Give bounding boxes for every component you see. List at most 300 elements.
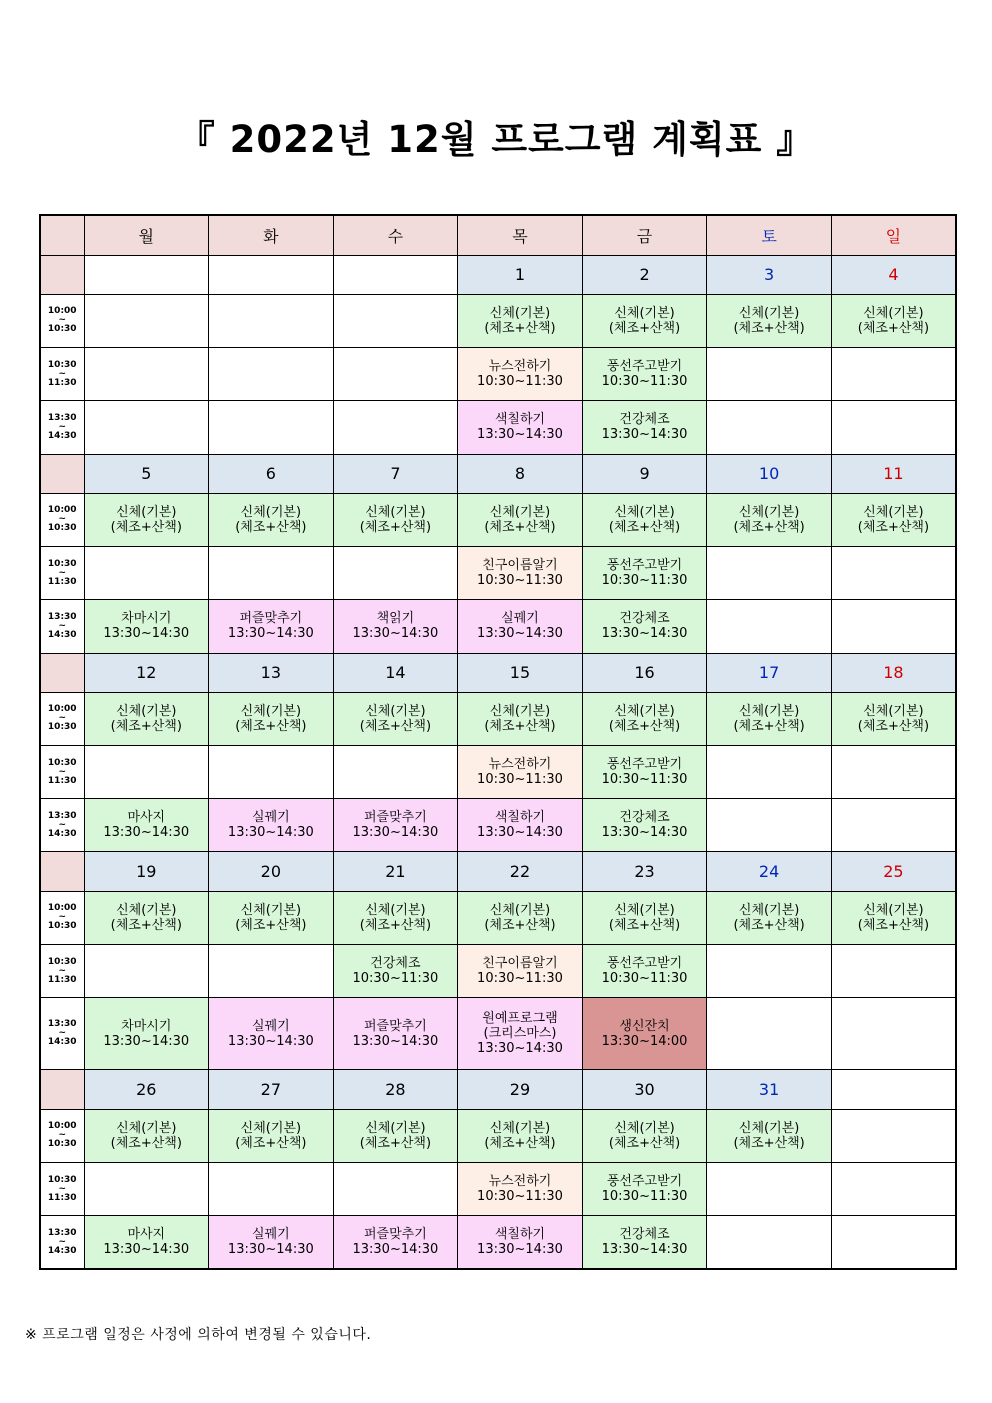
program-text-line: (체조+산책) (235, 519, 307, 535)
week-1-slot-3-row (40, 401, 956, 454)
program-cell (582, 1162, 707, 1215)
program-text-line: 건강체조 (619, 611, 670, 627)
program-text-line: 신체(기본) (240, 1120, 302, 1136)
time-end: 11:30 (47, 775, 77, 786)
program-text-line: 신체(기본) (365, 1120, 426, 1136)
program-text-line: 친구이름알기 (482, 558, 558, 574)
date-cell: 19 (84, 852, 209, 891)
program-text-line: (체조+산책) (733, 917, 805, 933)
date-cell: 25 (831, 852, 956, 891)
time-sep: ~ (58, 368, 67, 379)
empty-cell (707, 799, 832, 852)
program-text-line: 신체(기본) (738, 703, 800, 719)
program-text-line: 신체(기본) (489, 1120, 551, 1136)
date-row-label-cell (40, 454, 84, 493)
empty-cell (831, 1216, 956, 1269)
empty-cell (831, 348, 956, 401)
empty-cell (831, 745, 956, 798)
program-cell (582, 1109, 707, 1162)
program-text-line: 신체(기본) (614, 1120, 675, 1136)
week-2-slot-1-row (40, 493, 956, 546)
empty-cell (707, 998, 832, 1070)
date-row-label-cell (40, 255, 84, 294)
program-cell (458, 998, 583, 1070)
empty-cell (333, 547, 458, 600)
date-cell: 20 (209, 852, 334, 891)
program-cell (84, 1216, 209, 1269)
program-cell (458, 799, 583, 852)
program-cell (831, 294, 956, 347)
time-sep: ~ (58, 1183, 67, 1194)
time-slot-label (40, 692, 84, 745)
program-cell (333, 692, 458, 745)
program-text-line: 신체(기본) (240, 504, 302, 520)
program-cell (707, 692, 832, 745)
time-slot-label (40, 799, 84, 852)
time-end: 11:30 (47, 1192, 77, 1203)
empty-cell (831, 799, 956, 852)
program-cell (458, 1162, 583, 1215)
date-cell: 3 (707, 255, 832, 294)
program-cell (582, 891, 707, 944)
program-text-line: 신체(기본) (489, 504, 551, 520)
program-cell (582, 944, 707, 997)
program-text-line: 13:30~14:30 (103, 1242, 190, 1258)
date-cell: 5 (84, 454, 209, 493)
empty-cell (209, 944, 334, 997)
program-cell (209, 600, 334, 653)
program-text-line: 신체(기본) (116, 1120, 177, 1136)
time-sep: ~ (58, 819, 67, 830)
program-text-line: 10:30~11:30 (601, 573, 688, 589)
date-row-label-cell (40, 1070, 84, 1109)
program-cell (458, 600, 583, 653)
program-text-line: 10:30~11:30 (477, 971, 563, 986)
time-start: 10:30 (47, 757, 77, 768)
program-text-line: 색칠하기 (494, 810, 546, 826)
time-end: 14:30 (47, 1245, 77, 1256)
program-text-line: 10:30~11:30 (601, 971, 688, 986)
program-cell (582, 600, 707, 653)
time-end: 11:30 (47, 377, 77, 388)
program-text-line: 13:30~14:30 (352, 626, 439, 642)
program-text-line: 10:30~11:30 (477, 573, 563, 589)
program-text-line: 건강체조 (619, 1227, 670, 1243)
program-text-line: (체조+산책) (110, 519, 182, 535)
program-text-line: (체조+산책) (359, 1135, 432, 1151)
time-start: 13:30 (47, 1227, 77, 1238)
program-cell (458, 745, 583, 798)
program-text-line: (체조+산책) (857, 320, 930, 336)
program-text-line: (체조+산책) (857, 718, 930, 734)
week-4-date-row (40, 852, 956, 891)
program-text-line: 13:30~14:30 (103, 825, 190, 841)
program-text-line: 13:30~14:30 (103, 626, 190, 642)
program-cell (333, 1109, 458, 1162)
program-text-line: 생신잔치 (619, 1018, 670, 1034)
program-cell (333, 1216, 458, 1269)
program-text-line: (크리스마스) (483, 1026, 557, 1042)
program-text-line: 차마시기 (121, 611, 172, 627)
page-title: 『 2022년 12월 프로그램 계획표 』 (177, 118, 815, 161)
program-text-line: (체조+산책) (235, 718, 307, 734)
empty-cell (84, 745, 209, 798)
program-cell (582, 547, 707, 600)
program-text-line: 13:30~14:30 (227, 1033, 314, 1049)
date-cell: 17 (707, 653, 832, 692)
week-5-slot-1-row (40, 1109, 956, 1162)
time-slot-label (40, 600, 84, 653)
program-text-line: 10:30~11:30 (601, 1189, 688, 1204)
program-cell (831, 493, 956, 546)
time-end: 10:30 (47, 324, 77, 335)
week-4-slot-1-row (40, 891, 956, 944)
time-sep: ~ (58, 1236, 67, 1247)
program-text-line: 신체(기본) (365, 902, 426, 918)
weekday-tue: 화 (209, 215, 334, 255)
program-text-line: 13:30~14:30 (601, 1242, 688, 1258)
time-sep: ~ (58, 1130, 67, 1141)
program-text-line: 10:30~11:30 (477, 772, 563, 788)
week-1-date-row (40, 255, 956, 294)
program-text-line: (체조+산책) (484, 519, 556, 535)
program-text-line: 실꿰기 (252, 1018, 290, 1034)
date-cell: 28 (333, 1070, 458, 1109)
time-start: 13:30 (47, 611, 77, 622)
program-text-line: 퍼즐맞추기 (364, 810, 427, 826)
program-cell (84, 600, 209, 653)
date-cell: 31 (707, 1070, 832, 1109)
program-text-line: (체조+산책) (608, 917, 681, 933)
time-slot-label (40, 348, 84, 401)
empty-cell (84, 1162, 209, 1215)
time-end: 14:30 (47, 430, 77, 441)
time-start: 10:30 (47, 1174, 77, 1185)
week-5-slot-2-row (40, 1162, 956, 1215)
program-cell (458, 348, 583, 401)
weekday-sat: 토 (707, 215, 832, 255)
empty-cell (707, 944, 832, 997)
program-cell (458, 1109, 583, 1162)
program-text-line: 신체(기본) (365, 703, 426, 719)
empty-cell (333, 1162, 458, 1215)
program-text-line: 신체(기본) (116, 504, 177, 520)
program-cell (582, 493, 707, 546)
time-sep: ~ (58, 315, 67, 326)
date-cell: 23 (582, 852, 707, 891)
empty-cell (209, 1162, 334, 1215)
time-start: 10:00 (47, 704, 77, 715)
program-text-line: (체조+산책) (857, 917, 930, 933)
program-text-line: (체조+산책) (110, 1135, 182, 1151)
program-cell (831, 692, 956, 745)
time-sep: ~ (58, 421, 67, 432)
program-text-line: 신체(기본) (240, 902, 302, 918)
program-text-line: (체조+산책) (608, 519, 681, 535)
week-1-slot-2-row (40, 348, 956, 401)
program-cell (209, 998, 334, 1070)
date-cell: 27 (209, 1070, 334, 1109)
time-end: 10:30 (47, 523, 77, 534)
program-text-line: (체조+산책) (110, 917, 182, 933)
program-text-line: (체조+산책) (608, 320, 681, 336)
time-sep: ~ (58, 1028, 67, 1039)
empty-cell (209, 348, 334, 401)
program-cell (707, 493, 832, 546)
date-row-label-cell (40, 653, 84, 692)
program-cell (84, 891, 209, 944)
program-cell (333, 600, 458, 653)
empty-cell (831, 998, 956, 1070)
empty-cell (333, 294, 458, 347)
program-text-line: 풍선주고받기 (606, 757, 683, 773)
week-1-slot-1-row (40, 294, 956, 347)
program-text-line: 풍선주고받기 (606, 558, 683, 574)
program-text-line: 13:30~14:30 (352, 825, 439, 841)
empty-cell (707, 1216, 832, 1269)
time-sep: ~ (58, 514, 67, 525)
date-cell: 7 (333, 454, 458, 493)
program-cell (582, 1216, 707, 1269)
date-cell: 4 (831, 255, 956, 294)
program-text-line: (체조+산책) (608, 1135, 681, 1151)
program-text-line: 뉴스전하기 (488, 1174, 552, 1189)
empty-cell (209, 745, 334, 798)
time-sep: ~ (58, 567, 67, 578)
program-text-line: 뉴스전하기 (488, 757, 552, 773)
date-cell: 18 (831, 653, 956, 692)
empty-cell (831, 1109, 956, 1162)
program-text-line: 색칠하기 (494, 1227, 546, 1243)
program-cell (458, 493, 583, 546)
program-text-line: 친구이름알기 (482, 956, 558, 971)
weekday-sun: 일 (831, 215, 956, 255)
empty-cell (84, 348, 209, 401)
date-cell (84, 255, 209, 294)
empty-cell (333, 745, 458, 798)
date-cell: 10 (707, 454, 832, 493)
week-2-slot-2-row (40, 547, 956, 600)
program-text-line: (체조+산책) (733, 519, 805, 535)
program-text-line: (체조+산책) (235, 917, 307, 933)
time-start: 10:00 (47, 903, 77, 914)
time-sep: ~ (58, 965, 67, 976)
time-start: 10:30 (47, 558, 77, 569)
program-text-line: 건강체조 (619, 810, 670, 826)
program-text-line: 퍼즐맞추기 (364, 1018, 427, 1034)
program-cell (84, 493, 209, 546)
program-text-line: 신체(기본) (489, 703, 551, 719)
program-text-line: 원예프로그램 (482, 1011, 558, 1027)
empty-cell (831, 600, 956, 653)
corner-cell (40, 215, 84, 255)
date-cell: 13 (209, 653, 334, 692)
program-text-line: 건강체조 (370, 956, 421, 971)
time-end: 14:30 (47, 629, 77, 640)
empty-cell (707, 348, 832, 401)
program-text-line: 실꿰기 (252, 810, 290, 826)
time-slot-label (40, 1216, 84, 1269)
program-cell (582, 745, 707, 798)
time-end: 14:30 (47, 1037, 77, 1048)
program-text-line: 13:30~14:30 (601, 825, 688, 841)
program-text-line: 신체(기본) (614, 504, 675, 520)
program-text-line: 13:30~14:30 (352, 1242, 439, 1258)
date-cell: 11 (831, 454, 956, 493)
program-text-line: 실꿰기 (501, 611, 539, 627)
program-text-line: 13:30~14:30 (352, 1033, 439, 1049)
program-text-line: (체조+산책) (235, 1135, 307, 1151)
program-cell (84, 799, 209, 852)
program-cell (333, 998, 458, 1070)
time-end: 11:30 (47, 974, 77, 985)
program-text-line: 신체(기본) (863, 305, 924, 321)
date-cell (209, 255, 334, 294)
date-cell: 8 (458, 454, 583, 493)
program-text-line: (체조+산책) (359, 917, 432, 933)
date-row-label-cell (40, 852, 84, 891)
time-start: 10:00 (47, 1121, 77, 1132)
program-text-line: 13:30~14:30 (227, 825, 314, 841)
week-3-date-row (40, 653, 956, 692)
program-cell (209, 891, 334, 944)
week-2-date-row (40, 454, 956, 493)
time-slot-label (40, 891, 84, 944)
program-text-line: (체조+산책) (484, 1135, 556, 1151)
program-text-line: 신체(기본) (240, 703, 302, 719)
time-slot-label (40, 294, 84, 347)
date-cell: 12 (84, 653, 209, 692)
time-slot-label (40, 998, 84, 1070)
program-cell (458, 547, 583, 600)
time-slot-label (40, 493, 84, 546)
week-3-slot-2-row (40, 745, 956, 798)
program-text-line: 신체(기본) (365, 504, 426, 520)
program-text-line: (체조+산책) (857, 519, 930, 535)
program-cell (458, 944, 583, 997)
time-start: 13:30 (47, 1019, 77, 1030)
program-text-line: (체조+산책) (359, 718, 432, 734)
program-text-line: 10:30~11:30 (477, 374, 563, 390)
program-cell (458, 891, 583, 944)
program-cell (458, 294, 583, 347)
program-cell (582, 401, 707, 454)
program-text-line: (체조+산책) (733, 718, 805, 734)
empty-cell (84, 944, 209, 997)
program-text-line: 신체(기본) (738, 305, 800, 321)
program-cell (333, 891, 458, 944)
date-cell: 1 (458, 255, 583, 294)
date-cell: 30 (582, 1070, 707, 1109)
program-text-line: 13:30~14:30 (477, 1242, 563, 1258)
empty-cell (209, 401, 334, 454)
time-sep: ~ (58, 912, 67, 923)
program-cell (209, 1109, 334, 1162)
program-text-line: (체조+산책) (733, 1135, 805, 1151)
program-text-line: 13:30~14:00 (601, 1033, 688, 1049)
program-cell (582, 799, 707, 852)
date-cell (333, 255, 458, 294)
empty-cell (84, 401, 209, 454)
empty-cell (333, 348, 458, 401)
time-sep: ~ (58, 713, 67, 724)
program-text-line: 퍼즐맞추기 (364, 1227, 427, 1243)
time-slot-label (40, 745, 84, 798)
empty-cell (707, 1162, 832, 1215)
time-end: 10:30 (47, 921, 77, 932)
program-text-line: (체조+산책) (359, 519, 432, 535)
program-text-line: 건강체조 (619, 412, 670, 428)
time-slot-label (40, 401, 84, 454)
program-text-line: 마사지 (127, 810, 166, 826)
empty-cell (209, 547, 334, 600)
program-cell (333, 799, 458, 852)
program-cell (209, 692, 334, 745)
program-cell (582, 294, 707, 347)
program-cell (84, 1109, 209, 1162)
program-text-line: 차마시기 (121, 1018, 172, 1034)
program-text-line: 13:30~14:30 (227, 1242, 314, 1258)
weekday-header-row (40, 215, 956, 255)
program-cell (458, 692, 583, 745)
program-text-line: 풍선주고받기 (606, 956, 683, 971)
weekday-mon: 월 (84, 215, 209, 255)
date-cell: 29 (458, 1070, 583, 1109)
program-text-line: 10:30~11:30 (601, 374, 688, 390)
program-text-line: 신체(기본) (116, 703, 177, 719)
time-start: 10:30 (47, 956, 77, 967)
program-text-line: (체조+산책) (608, 718, 681, 734)
week-5-date-row (40, 1070, 956, 1109)
program-text-line: 13:30~14:30 (477, 1041, 563, 1057)
date-cell (831, 1070, 956, 1109)
empty-cell (84, 547, 209, 600)
program-text-line: (체조+산책) (484, 718, 556, 734)
program-text-line: 13:30~14:30 (227, 626, 314, 642)
program-text-line: (체조+산책) (733, 320, 805, 336)
program-text-line: 신체(기본) (863, 902, 924, 918)
date-cell: 9 (582, 454, 707, 493)
time-start: 10:00 (47, 306, 77, 317)
date-cell: 6 (209, 454, 334, 493)
program-text-line: 신체(기본) (738, 504, 800, 520)
time-slot-label (40, 547, 84, 600)
empty-cell (209, 294, 334, 347)
empty-cell (831, 1162, 956, 1215)
week-3-slot-1-row (40, 692, 956, 745)
empty-cell (831, 401, 956, 454)
program-cell (707, 891, 832, 944)
empty-cell (333, 401, 458, 454)
time-slot-label (40, 1109, 84, 1162)
empty-cell (707, 547, 832, 600)
schedule-change-note: ※ 프로그램 일정은 사정에 의하여 변경될 수 있습니다. (25, 1327, 372, 1343)
empty-cell (831, 944, 956, 997)
week-4-slot-3-row (40, 998, 956, 1070)
program-text-line: 신체(기본) (489, 305, 551, 321)
empty-cell (831, 547, 956, 600)
program-cell (458, 1216, 583, 1269)
weekday-fri: 금 (582, 215, 707, 255)
program-cell (209, 1216, 334, 1269)
program-cell (458, 401, 583, 454)
program-cell (84, 692, 209, 745)
time-sep: ~ (58, 620, 67, 631)
program-text-line: 10:30~11:30 (352, 971, 439, 986)
program-text-line: 10:30~11:30 (477, 1189, 563, 1204)
program-text-line: 10:30~11:30 (601, 772, 688, 788)
empty-cell (84, 294, 209, 347)
